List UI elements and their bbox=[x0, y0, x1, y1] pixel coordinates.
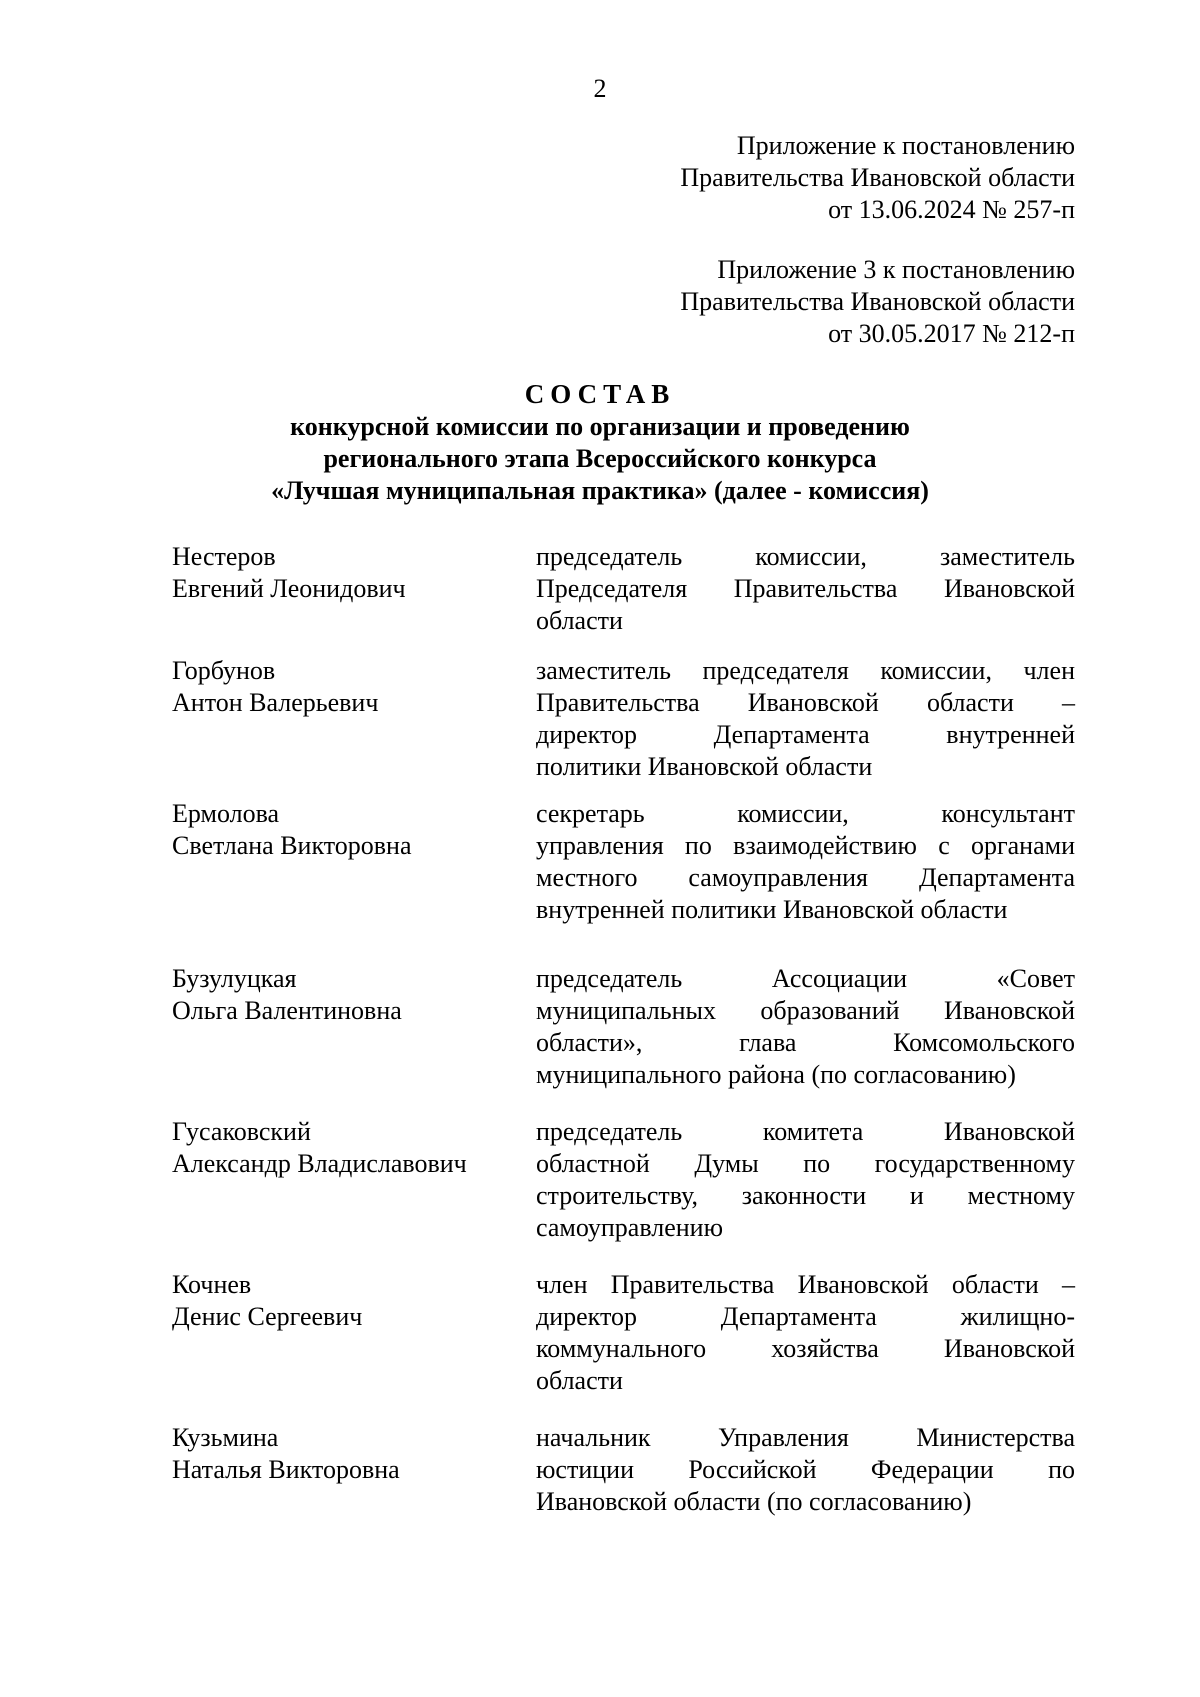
member-role bbox=[536, 963, 1075, 1091]
member-role-line: директор Департамента жилищно- bbox=[536, 1302, 1075, 1331]
member-role-line: внутренней политики Ивановской области bbox=[536, 895, 1008, 924]
appendix-original-line-1: Приложение 3 к постановлению bbox=[717, 255, 1075, 284]
member-role-line: коммунального хозяйства Ивановской bbox=[536, 1334, 1075, 1363]
member-role bbox=[536, 655, 1075, 783]
appendix-current-line-3: от 13.06.2024 № 257-п bbox=[828, 195, 1075, 224]
member-role-line: член Правительства Ивановской области – bbox=[536, 1270, 1075, 1299]
heading-line-1: конкурсной комиссии по организации и проведению bbox=[290, 412, 910, 441]
member-surname: Нестеров bbox=[172, 542, 276, 571]
member-name bbox=[172, 1269, 522, 1333]
appendix-original-line-2: Правительства Ивановской области bbox=[680, 287, 1075, 316]
appendix-current-line-2: Правительства Ивановской области bbox=[680, 163, 1075, 192]
member-role-line: области bbox=[536, 606, 623, 635]
heading-line-3: «Лучшая муниципальная практика» (далее - комиссия) bbox=[271, 476, 929, 505]
member-surname: Бузулуцкая bbox=[172, 964, 297, 993]
member-given-names: Светлана Викторовна bbox=[172, 831, 412, 860]
document-title: СОСТАВ bbox=[524, 379, 676, 409]
member-role bbox=[536, 1269, 1075, 1397]
member-name bbox=[172, 1422, 522, 1486]
member-given-names: Денис Сергеевич bbox=[172, 1302, 363, 1331]
member-role-line: областной Думы по государственному bbox=[536, 1149, 1075, 1178]
member-role-line: области», глава Комсомольского bbox=[536, 1028, 1075, 1057]
member-role-line: юстиции Российской Федерации по bbox=[536, 1455, 1075, 1484]
appendix-current-reference bbox=[680, 130, 1075, 226]
member-role-line: заместитель председателя комиссии, член bbox=[536, 656, 1075, 685]
member-name bbox=[172, 541, 522, 605]
member-role-line: начальник Управления Министерства bbox=[536, 1423, 1075, 1452]
document-heading bbox=[0, 378, 1200, 507]
member-surname: Гусаковский bbox=[172, 1117, 311, 1146]
member-role-line: строительству, законности и местному bbox=[536, 1181, 1075, 1210]
member-surname: Ермолова bbox=[172, 799, 280, 828]
member-given-names: Евгений Леонидович bbox=[172, 574, 406, 603]
member-role bbox=[536, 1422, 1075, 1518]
appendix-current-line-1: Приложение к постановлению bbox=[736, 131, 1075, 160]
member-role-line: председатель комитета Ивановской bbox=[536, 1117, 1075, 1146]
member-name bbox=[172, 798, 522, 862]
member-role-line: председатель комиссии, заместитель bbox=[536, 542, 1075, 571]
member-role-line: муниципального района (по согласованию) bbox=[536, 1060, 1016, 1089]
appendix-original-reference bbox=[680, 254, 1075, 350]
member-name bbox=[172, 655, 522, 719]
member-role-line: секретарь комиссии, консультант bbox=[536, 799, 1075, 828]
member-role-line: Правительства Ивановской области – bbox=[536, 688, 1075, 717]
member-role-line: Председателя Правительства Ивановской bbox=[536, 574, 1075, 603]
member-role-line: председатель Ассоциации «Совет bbox=[536, 964, 1075, 993]
member-given-names: Наталья Викторовна bbox=[172, 1455, 400, 1484]
member-name bbox=[172, 1116, 522, 1180]
member-surname: Кочнев bbox=[172, 1270, 252, 1299]
member-role-line: управления по взаимодействию с органами bbox=[536, 831, 1075, 860]
member-role bbox=[536, 1116, 1075, 1244]
member-given-names: Александр Владиславович bbox=[172, 1149, 467, 1178]
member-role bbox=[536, 798, 1075, 926]
member-surname: Горбунов bbox=[172, 656, 276, 685]
member-role-line: муниципальных образований Ивановской bbox=[536, 996, 1075, 1025]
page-number: 2 bbox=[593, 74, 607, 103]
member-role bbox=[536, 541, 1075, 637]
member-given-names: Антон Валерьевич bbox=[172, 688, 379, 717]
member-given-names: Ольга Валентиновна bbox=[172, 996, 402, 1025]
appendix-original-line-3: от 30.05.2017 № 212-п bbox=[828, 319, 1075, 348]
member-role-line: самоуправлению bbox=[536, 1213, 724, 1242]
member-role-line: местного самоуправления Департамента bbox=[536, 863, 1075, 892]
member-role-line: политики Ивановской области bbox=[536, 752, 873, 781]
member-role-line: Ивановской области (по согласованию) bbox=[536, 1487, 972, 1516]
member-surname: Кузьмина bbox=[172, 1423, 279, 1452]
member-role-line: области bbox=[536, 1366, 623, 1395]
member-role-line: директор Департамента внутренней bbox=[536, 720, 1075, 749]
member-name bbox=[172, 963, 522, 1027]
heading-line-2: регионального этапа Всероссийского конкурса bbox=[323, 444, 877, 473]
